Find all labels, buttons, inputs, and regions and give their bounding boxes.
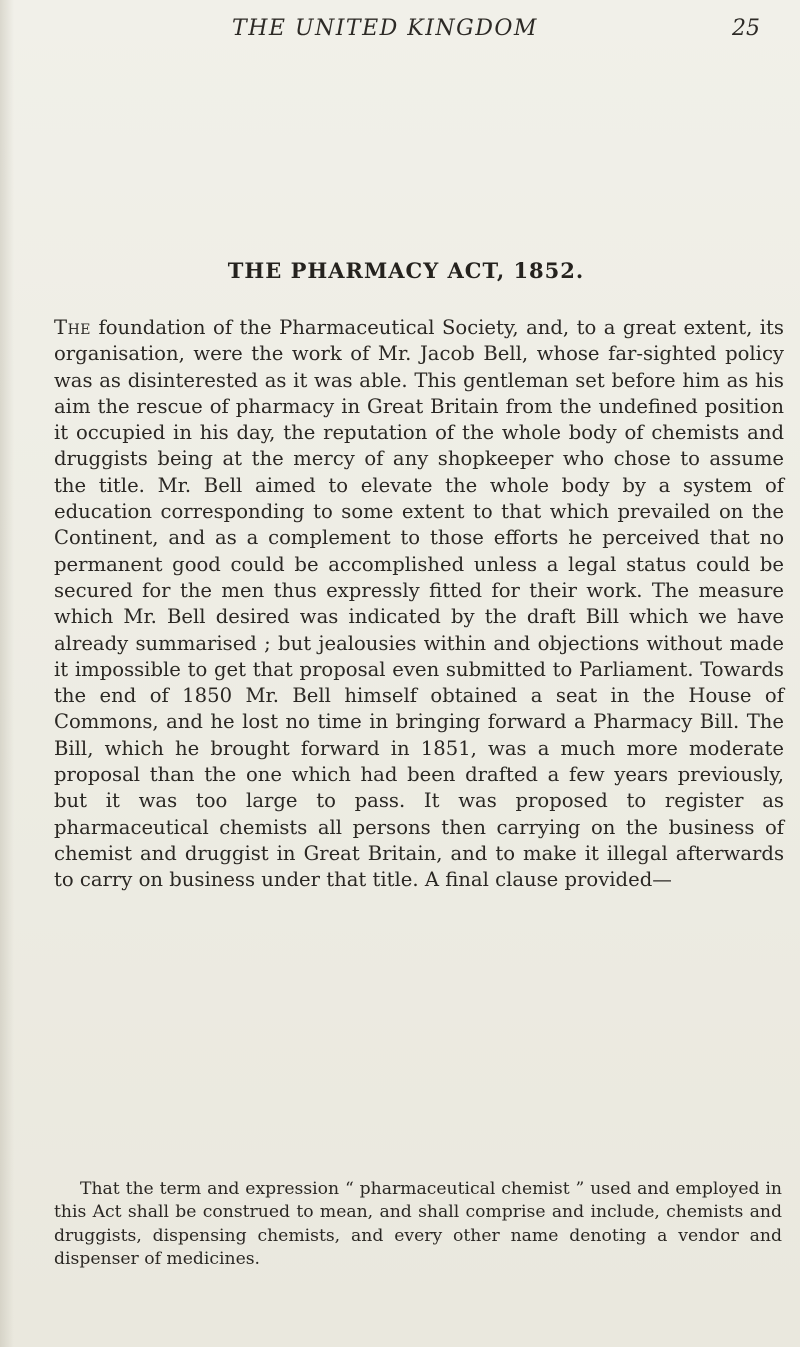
body-paragraph-text: [54, 315, 784, 894]
body-paragraph: [54, 315, 784, 894]
running-head-title: THE UNITED KINGDOM: [232, 16, 538, 41]
quoted-clause: [54, 1178, 782, 1271]
paragraph-content: foundation of the Pharmaceutical Society, and, to a great extent, its organisation, were the work of Mr. Jacob Bell, whose far-sighted policy was as disinterested as it was able. This gentleman set before him as his aim the rescue of pharmacy in Great Britain from the undefined position it occupied in his day, the reputation of the whole body of chemists and druggists being at the mercy of any shopkeeper who chose to assume the title. Mr. Bell aimed to elevate the whole body by a system of education corresponding to some extent to that which prevailed on the Continent, and as a complement to those efforts he perceived that no permanent good could be accomplished unless a legal status could be secured for the men thus expressly fitted for their work. The measure which Mr. Bell desired was indicated by the draft Bill which we have already summarised ; but jealousies within and objections without made it impossible to get that proposal even submitted to Parliament. Towards the end of 1850 Mr. Bell himself obtained a seat in the House of Commons, and he lost no time in bringing forward a Pharmacy Bill. The Bill, which he brought forward in 1851, was a much more moderate proposal than the one which had been drafted a few years previously, but it was too large to pass. It was proposed to register as pharmaceutical chemists all persons then carrying on the business of chemist and druggist in Great Britain, and to make it illegal afterwards to carry on business under that title. A final clause provided—: [54, 316, 784, 892]
paragraph-lead-word: The: [54, 316, 91, 339]
chapter-heading: THE PHARMACY ACT, 1852.: [227, 258, 585, 283]
quoted-clause-text: That the term and expression “ pharmaceutical chemist ” used and employed in this Act shall be construed to mean, and shall comprise and include, chemists and druggists, dispensing chemists, and every other name denoting a vendor and dispenser of medicines.: [54, 1179, 782, 1269]
page-number: 25: [732, 16, 760, 41]
page-fold-shadow: [0, 0, 14, 1347]
running-head: [0, 10, 800, 44]
